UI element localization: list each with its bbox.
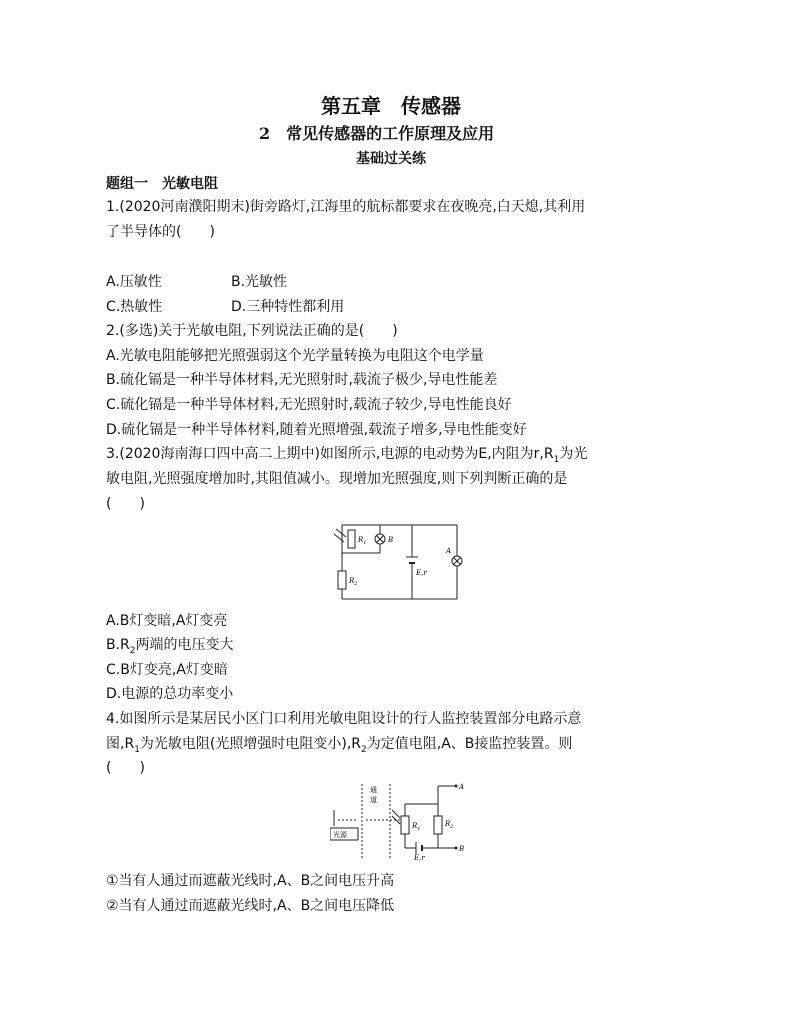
q4-label-er: E,r (414, 854, 425, 862)
q2-option-c: C.硫化镉是一种半导体材料,无光照射时,载流子较少,导电性能良好 (106, 397, 512, 413)
q4-stem-line2-c: 为定值电阻,A、B接监控装置。则 (366, 736, 573, 752)
q4-stem-line3: ( ) (106, 760, 145, 776)
q4-label-channel-2: 道 (370, 796, 377, 804)
q2-option-a: A.光敏电阻能够把光照强弱这个光学量转换为电阻这个电学量 (106, 348, 484, 364)
exercise-subtitle: 基础过关练 (356, 151, 426, 167)
q4-label-b: B (459, 845, 465, 853)
q4-label-r1: R (412, 822, 418, 830)
q2-option-d: D.硫化镉是一种半导体材料,随着光照增强,载流子增多,导电性能变好 (106, 422, 527, 438)
q4-r2-resistor (434, 816, 442, 834)
group-heading: 题组一 光敏电阻 (106, 176, 218, 192)
q4-label-source: 光源 (333, 831, 347, 839)
q4-r1-resistor (401, 816, 409, 834)
q3-label-r1-sub: 1 (363, 540, 367, 546)
q3-label-a: A (446, 547, 452, 555)
svg-text:R2 (444, 820, 453, 830)
q3-option-c: C.B灯变亮,A灯变暗 (106, 662, 228, 678)
q4-battery (416, 842, 422, 854)
q3-option-b-text: B.R (106, 637, 130, 653)
q2-option-b: B.硫化镉是一种半导体材料,无光照射时,载流子极少,导电性能差 (106, 372, 498, 388)
q2-stem: 2.(多选)关于光敏电阻,下列说法正确的是( ) (106, 323, 398, 339)
q3-r2-resistor (338, 571, 346, 589)
svg-text:R1 (411, 822, 420, 832)
svg-text:R2 (348, 577, 357, 587)
q3-label-r2-sub: 2 (354, 581, 358, 587)
q3-label-r2: R (349, 577, 355, 585)
q1-option-c: C.热敏性 (106, 299, 163, 315)
q4-subscript-1: 1 (134, 744, 140, 755)
q1-option-d: D.三种特性都利用 (231, 299, 345, 315)
q3-lamp-a (452, 556, 462, 566)
q3-battery (406, 557, 418, 563)
q1-option-a: A.压敏性 (106, 274, 162, 290)
q4-statement-1: ①当有人通过而遮蔽光线时,A、B之间电压升高 (106, 873, 395, 889)
q3-option-b-subscript: 2 (129, 645, 136, 656)
q1-option-b: B.光敏性 (231, 274, 288, 290)
q4-circuit-diagram (330, 782, 480, 862)
q3-circuit-diagram (322, 517, 472, 605)
chapter-title: 第五章 传感器 (321, 94, 461, 118)
q3-option-b-tail: 两端的电压变大 (135, 637, 234, 653)
q4-subscript-2: 2 (361, 744, 367, 755)
q1-stem-line2: 了半导体的( ) (106, 224, 215, 240)
q3-stem-line1-tail: 为光 (559, 446, 588, 462)
q4-label-r1-sub: 1 (417, 826, 421, 832)
q3-stem-line1 (106, 444, 587, 470)
q4-stem-line2-a: 图,R (106, 736, 135, 752)
q3-option-b (106, 635, 234, 661)
q3-label-r1: R (358, 536, 364, 544)
q3-r1-resistor (348, 530, 355, 548)
q3-lamp-b (375, 534, 385, 544)
section-title: 2 常见传感器的工作原理及应用 (259, 124, 495, 143)
q1-stem-line1: 1.(2020河南濮阳期末)街旁路灯,江海里的航标都要求在夜晚亮,白天熄,其利用 (106, 199, 586, 215)
svg-text:R1 (357, 536, 366, 546)
q3-label-b: B (388, 536, 394, 544)
q3-stem-line2: 敏电阻,光照强度增加时,其阻值减小。现增加光照强度,则下列判断正确的是 (106, 471, 568, 487)
q3-option-d: D.电源的总功率变小 (106, 686, 234, 702)
q3-stem-line3: ( ) (106, 496, 145, 512)
q4-label-channel-1: 通 (370, 786, 377, 794)
q3-subscript: 1 (553, 454, 560, 465)
q4-stem-line2 (106, 734, 572, 760)
q3-option-a: A.B灯变暗,A灯变亮 (106, 613, 228, 629)
q4-stem-line1: 4.如图所示是某居民小区门口利用光敏电阻设计的行人监控装置部分电路示意 (106, 711, 582, 727)
q4-statement-2: ②当有人通过而遮蔽光线时,A、B之间电压降低 (106, 898, 395, 914)
q3-label-er: E,r (416, 569, 427, 577)
q4-label-r2: R (445, 820, 451, 828)
q4-label-r2-sub: 2 (450, 824, 454, 830)
q4-stem-line2-b: 为光敏电阻(光照增强时电阻变小),R (139, 736, 362, 752)
q3-stem-line1-text: 3.(2020海南海口四中高二上期中)如图所示,电源的电动势为E,内阻为r,R (106, 446, 554, 462)
q4-label-a: A (459, 783, 465, 791)
